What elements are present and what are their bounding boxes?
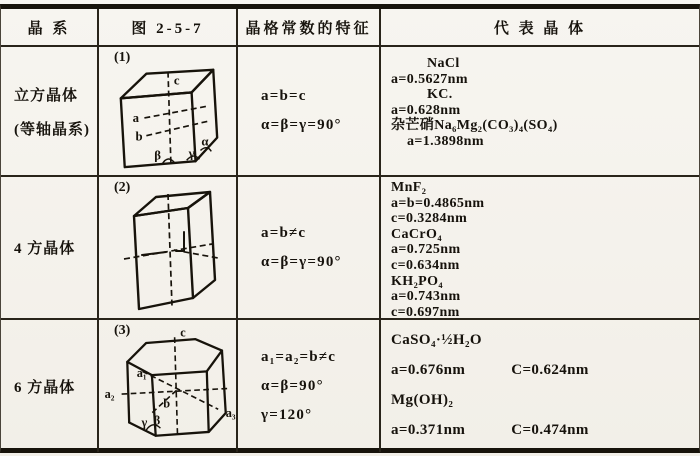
header-crystal-system <box>1 9 99 47</box>
header-label: 图 2-5-7 <box>131 20 204 37</box>
crystal-value: a=0.5627nm <box>391 71 468 87</box>
axis-label-a2: a₂ <box>104 386 114 401</box>
header-lattice-constants <box>238 9 381 47</box>
crystal-value: a=0.725nm <box>391 242 461 258</box>
system-name: 4 方晶体 <box>14 241 76 257</box>
system-name: 6 方晶体 <box>14 379 76 396</box>
axis-label-a1: a₁ <box>136 366 147 381</box>
crystal-name: MnF₂ <box>391 180 427 195</box>
header-representative-crystals <box>381 9 699 47</box>
crystal-value: c=0.3284nm <box>391 211 468 227</box>
cell-crystals-cubic <box>381 47 699 177</box>
header-label: 代 表 晶 体 <box>493 20 587 37</box>
lattice-c-value: C=0.474nm <box>511 422 589 438</box>
crystal-name: Mg(OH)₂ <box>391 392 454 408</box>
cell-figure-tetragonal <box>99 177 238 320</box>
crystal-name: KH₂PO₄ <box>391 273 444 289</box>
lattice-constant-line: α=β=γ=90° <box>261 117 342 133</box>
lattice-constant-line: a=b≠c <box>261 224 307 241</box>
axis-label-c: c <box>173 73 180 88</box>
lattice-constant-line: α=β=90° <box>261 377 324 394</box>
cell-system-hexagonal <box>1 320 99 452</box>
crystal-value: c=0.634nm <box>391 257 460 273</box>
crystal-value-pair <box>391 362 695 378</box>
cell-constants-hexagonal <box>238 320 381 452</box>
cell-constants-tetragonal <box>238 177 381 320</box>
hexagonal-prism-figure <box>97 324 239 449</box>
cell-figure-hexagonal <box>99 320 238 452</box>
crystal-value: a=1.3898nm <box>407 133 484 149</box>
angle-label-beta: β <box>153 148 161 163</box>
cube-figure <box>104 57 232 175</box>
figure-number: (1) <box>114 50 131 65</box>
lattice-constant-line: a=b=c <box>261 88 307 104</box>
tetragonal-prism-figure <box>106 182 230 318</box>
lattice-constant-line: γ=120° <box>261 406 313 423</box>
crystal-name: KC. <box>427 87 453 102</box>
figure-number: (2) <box>114 180 131 195</box>
crystal-value: a=0.743nm <box>391 289 461 305</box>
lattice-c-value: C=0.624nm <box>511 362 589 378</box>
lattice-a-value: a=0.676nm <box>391 362 466 378</box>
axis-label-c: c <box>179 325 186 340</box>
crystal-value: a=b=0.4865nm <box>391 195 485 211</box>
axis-label-a: a <box>132 110 139 125</box>
lattice-constant-line: a₁=a₂=b≠c <box>261 348 337 365</box>
angle-label-beta: β <box>153 413 160 428</box>
lattice-constant-line: α=β=γ=90° <box>261 253 342 270</box>
system-alias: (等轴晶系) <box>14 121 90 138</box>
crystal-name: CaSO₄·½H₂O <box>391 332 482 348</box>
angle-label-gamma: γ <box>140 415 147 430</box>
system-name: 立方晶体 <box>14 87 79 104</box>
header-figure <box>99 9 238 47</box>
crystal-value: c=0.697nm <box>391 304 460 320</box>
crystal-name: 杂芒硝Na₆Mg₂(CO₃)₄(SO₄) <box>391 118 558 133</box>
axis-label-b: b <box>162 396 170 411</box>
header-label: 晶格常数的特征 <box>245 20 372 37</box>
crystal-value-pair <box>391 422 695 438</box>
cell-system-cubic <box>1 47 99 177</box>
cell-crystals-hexagonal <box>381 320 699 452</box>
angle-label-gamma: γ <box>188 146 195 161</box>
crystal-name: NaCl <box>427 56 460 71</box>
cell-figure-cubic <box>99 47 238 177</box>
axis-label-a3: a₃ <box>225 405 236 420</box>
lattice-a-value: a=0.371nm <box>391 422 466 438</box>
crystal-value: a=0.628nm <box>391 102 461 118</box>
crystal-name: CaCrO₄ <box>391 226 442 242</box>
crystal-system-table <box>0 4 700 453</box>
header-label: 晶 系 <box>27 20 71 37</box>
figure-number: (3) <box>114 323 131 338</box>
cell-crystals-tetragonal <box>381 177 699 320</box>
axis-label-b: b <box>135 129 143 144</box>
cell-constants-cubic <box>238 47 381 177</box>
angle-label-alpha: α <box>200 134 209 149</box>
cell-system-tetragonal <box>1 177 99 320</box>
